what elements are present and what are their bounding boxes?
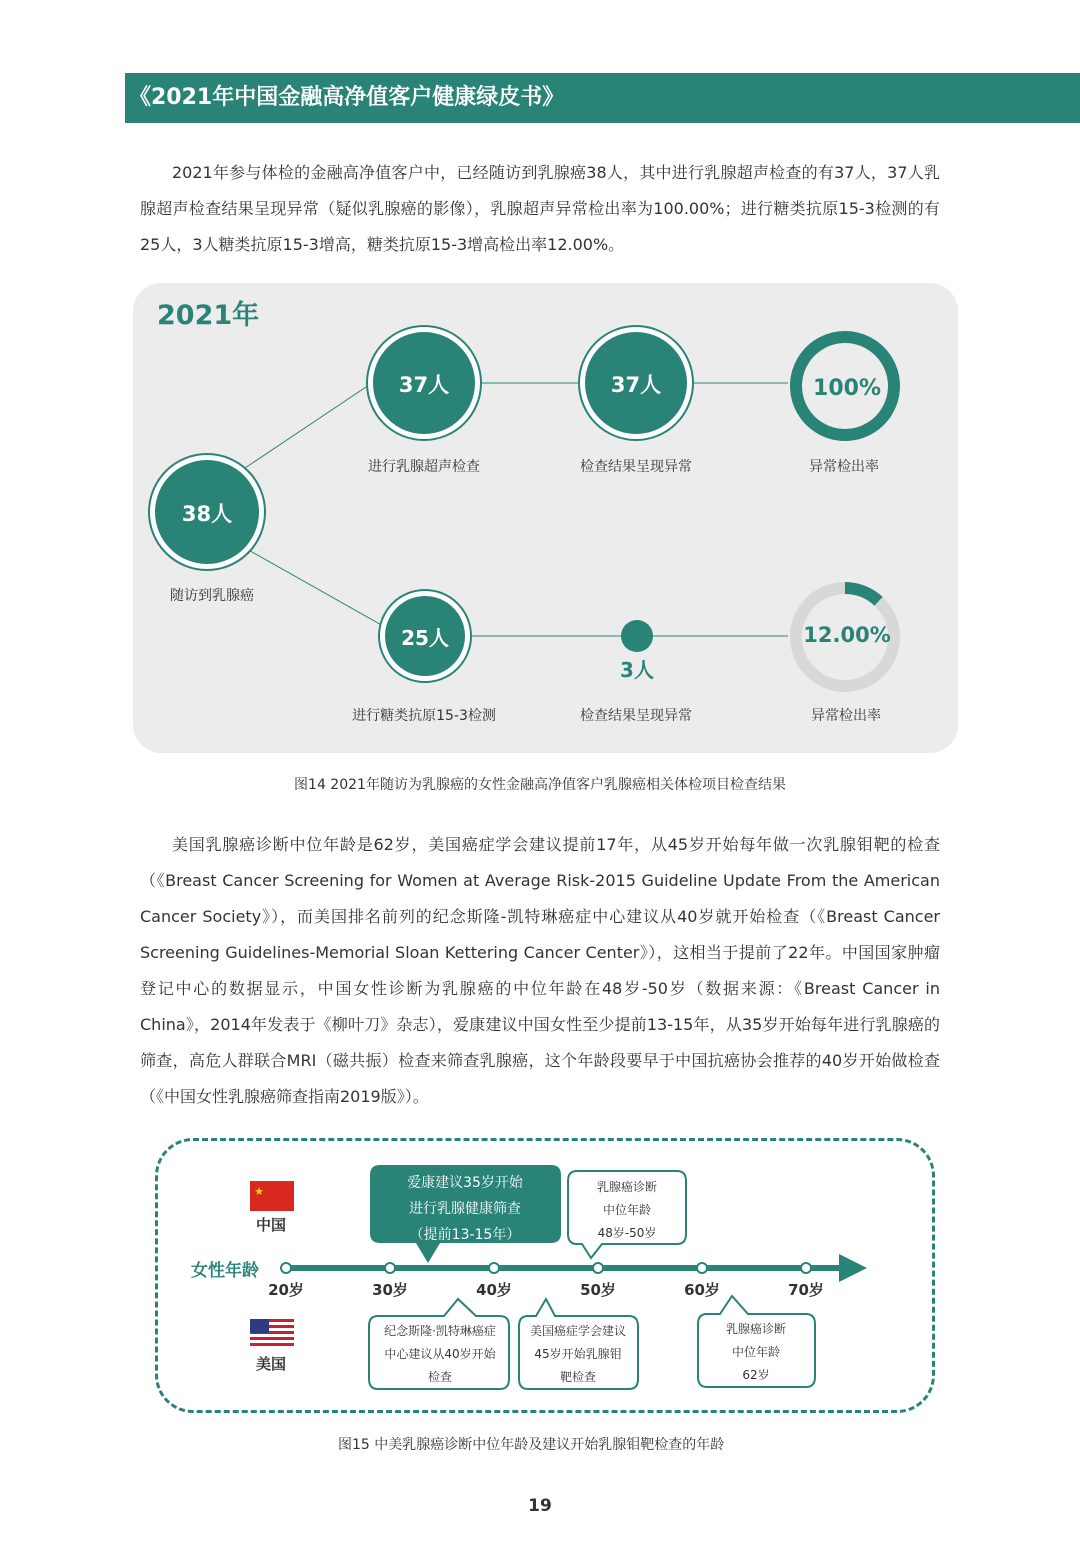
callout-usa-median-age (698, 1296, 815, 1387)
ultrasound-abnormal-value: 37人 (610, 373, 662, 397)
usa-label: 美国 (255, 1355, 287, 1373)
ultrasound-abnormal-label: 检查结果呈现异常 (580, 459, 692, 475)
report-title-bar (125, 73, 1080, 123)
age-tick-dot (593, 1263, 603, 1273)
ikang-line-3: （提前13-15年） (409, 1227, 521, 1243)
ultrasound-node-label: 进行乳腺超声检查 (368, 459, 480, 475)
china-median-line-2: 中位年龄 (602, 1203, 652, 1217)
ca153-abnormal-value: 3人 (620, 658, 654, 682)
ca153-rate-arc (845, 588, 879, 601)
callout-mskcc (369, 1299, 509, 1389)
china-median-line-3: 48岁-50岁 (597, 1226, 657, 1240)
age-tick-label: 60岁 (684, 1281, 720, 1299)
paragraph-screening-age: 美国乳腺癌诊断中位年龄是62岁，美国癌症学会建议提前17年，从45岁开始每年做一次乳腺钼靶的检查（《Breast Cancer Screening for Women at Average Risk-2015 Guideline Update From the American Cancer Society》），而美国排名前列的纪念斯隆-凯特琳癌症中心建议从40岁就开始检查（《Breast Cancer Screening Guidelines-Memorial Sloan Kettering Cancer Center》），这相当于提前了22年。中国国家肿瘤登记中心的数据显示，中国女性诊断为乳腺癌的中位年龄在48岁-50岁（数据来源：《Breast Cancer in China》，2014年发表于《柳叶刀》杂志），爱康建议中国女性至少提前13-15年，从35岁开始每年进行乳腺癌的筛查，高危人群联合MRI（磁共振）检查来筛查乳腺癌，这个年龄段要早于中国抗癌协会推荐的40岁开始做检查（《中国女性乳腺癌筛查指南2019版》）。 (140, 835, 940, 1106)
root-node-value: 38人 (181, 502, 233, 526)
usa-median-line-3: 62岁 (742, 1368, 770, 1382)
axis-label: 女性年龄 (191, 1261, 259, 1281)
paragraph-summary-2021: 2021年参与体检的金融高净值客户中，已经随访到乳腺癌38人，其中进行乳腺超声检查的有37人，37人乳腺超声检查结果呈现异常（疑似乳腺癌的影像），乳腺超声异常检出率为100.00%；进行糖类抗原15-3检测的有25人，3人糖类抗原15-3增高，糖类抗原15-3增高检出率12.00%。 (140, 163, 940, 254)
age-tick-dot (281, 1263, 291, 1273)
connector-root-top (245, 385, 369, 468)
figure-15-panel (155, 1138, 935, 1413)
usa-median-line-1: 乳腺癌诊断 (725, 1322, 787, 1336)
mskcc-line-3: 检查 (427, 1370, 453, 1384)
callout-ikang-recommendation (370, 1165, 561, 1263)
ca153-node-value: 25人 (401, 626, 449, 650)
figure-14-panel (133, 283, 958, 753)
report-title: 《2021年中国金融高净值客户健康绿皮书》 (129, 85, 565, 110)
ca153-rate-label: 异常检出率 (811, 708, 881, 724)
china-label: 中国 (255, 1216, 287, 1234)
ca153-rate-value: 12.00% (803, 623, 891, 647)
figure-15-timeline (158, 1141, 932, 1410)
ikang-line-1: 爱康建议35岁开始 (407, 1175, 523, 1191)
ultrasound-rate-value: 100% (813, 376, 881, 401)
connector-root-bottom (245, 548, 385, 627)
root-node-label: 随访到乳腺癌 (170, 588, 254, 604)
callout-china-median-age (568, 1171, 686, 1258)
age-tick-label: 70岁 (788, 1281, 824, 1299)
figure-15-caption: 图15 中美乳腺癌诊断中位年龄及建议开始乳腺钼靶检查的年龄 (338, 1437, 725, 1453)
age-tick-label: 20岁 (268, 1281, 304, 1299)
age-tick-label: 40岁 (476, 1281, 512, 1299)
age-tick-dot (697, 1263, 707, 1273)
figure-14-caption: 图14 2021年随访为乳腺癌的女性金融高净值客户乳腺癌相关体检项目检查结果 (294, 777, 786, 793)
usa-flag-icon (250, 1319, 294, 1347)
ultrasound-rate-label: 异常检出率 (809, 459, 879, 475)
age-tick-label: 30岁 (372, 1281, 408, 1299)
acs-line-3: 靶检查 (559, 1370, 597, 1384)
ca153-node-label: 进行糖类抗原15-3检测 (352, 708, 496, 724)
age-axis-arrow (839, 1254, 867, 1282)
ikang-line-2: 进行乳腺健康筛查 (409, 1201, 521, 1217)
ca153-abnormal-label: 检查结果呈现异常 (580, 708, 692, 724)
china-median-line-1: 乳腺癌诊断 (596, 1180, 658, 1194)
callout-acs (519, 1299, 638, 1389)
age-tick-dot (801, 1263, 811, 1273)
age-tick-dot (385, 1263, 395, 1273)
mskcc-line-1: 纪念斯隆·凯特琳癌症 (384, 1324, 496, 1338)
china-flag-icon (250, 1181, 294, 1211)
acs-line-1: 美国癌症学会建议 (529, 1324, 627, 1338)
figure-14-diagram (133, 283, 958, 753)
age-tick-dot (489, 1263, 499, 1273)
ultrasound-node-value: 37人 (398, 373, 450, 397)
age-tick-label: 50岁 (580, 1281, 616, 1299)
svg-text:★: ★ (254, 1185, 264, 1198)
page-number: 19 (528, 1496, 552, 1516)
ca153-abnormal-node (621, 620, 653, 652)
acs-line-2: 45岁开始乳腺钼 (534, 1347, 622, 1361)
year-label: 2021年 (157, 300, 260, 331)
usa-median-line-2: 中位年龄 (731, 1345, 781, 1359)
mskcc-line-2: 中心建议从40岁开始 (384, 1347, 496, 1361)
